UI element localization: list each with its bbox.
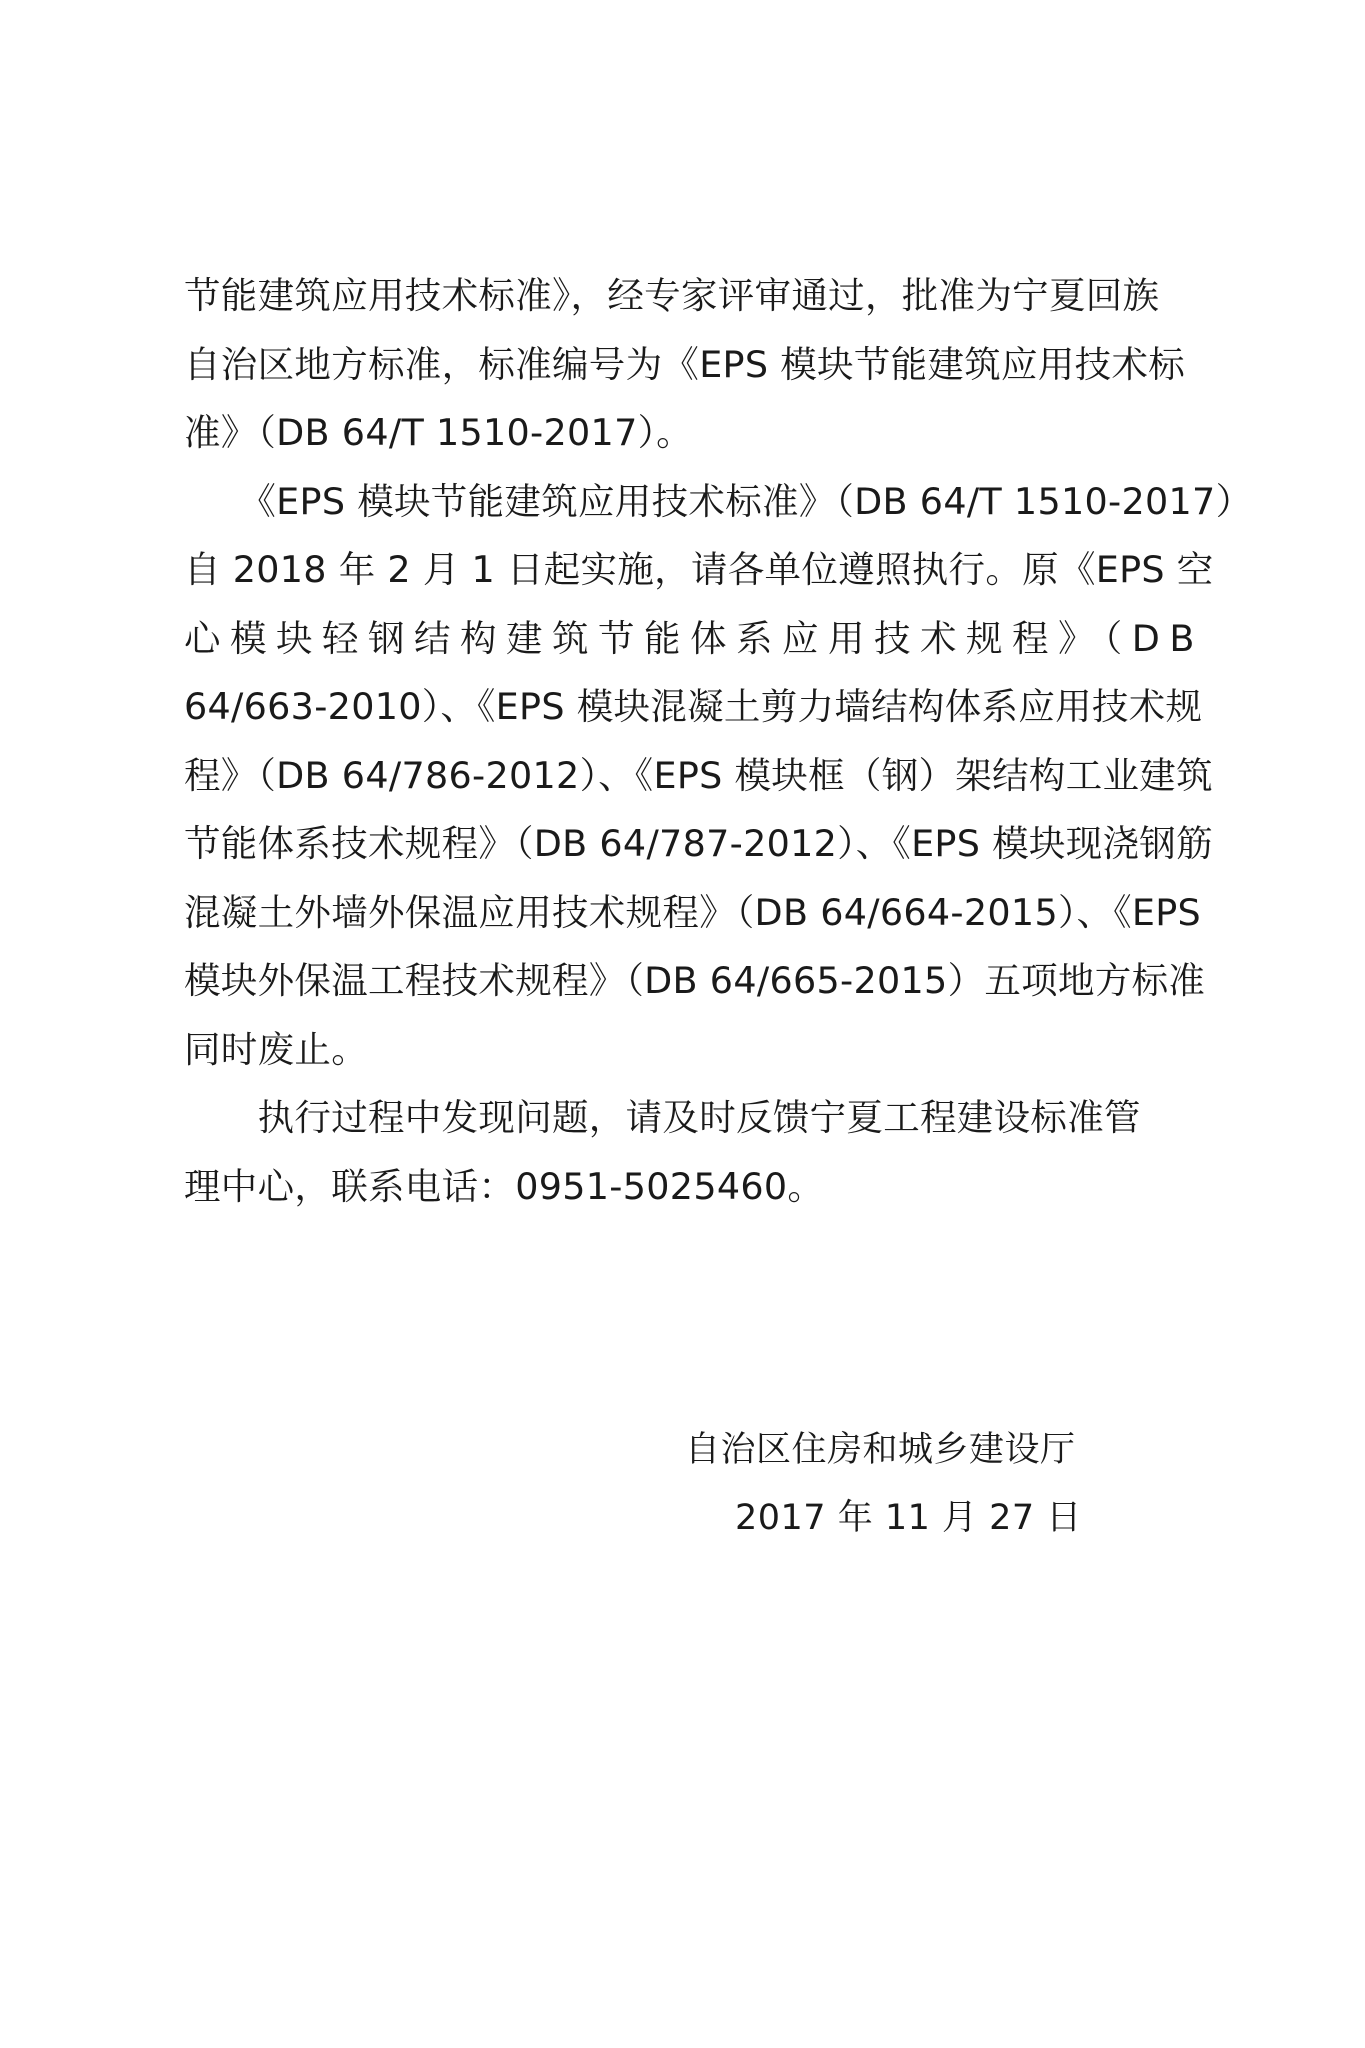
body-line-1: 节能建筑应用技术标准》，经专家评审通过，批准为宁夏回族 (184, 274, 1160, 317)
body-line-9: 节能体系技术规程》（DB 64/787-2012）、《EPS 模块现浇钢筋 (184, 822, 1213, 865)
issuing-organization: 自治区住房和城乡建设厅 (685, 1430, 1076, 1470)
body-line-13: 执行过程中发现问题，请及时反馈宁夏工程建设标准管 (184, 1096, 1141, 1139)
body-line-3: 准》（DB 64/T 1510-2017）。 (184, 411, 693, 454)
issue-date: 2017 年 11 月 27 日 (735, 1498, 1082, 1538)
body-line-4: 《EPS 模块节能建筑应用技术标准》（DB 64/T 1510-2017） (184, 479, 1253, 523)
body-line-14: 理中心，联系电话：0951-5025460。 (184, 1164, 825, 1208)
body-line-11: 模块外保温工程技术规程》（DB 64/665-2015）五项地方标准 (184, 959, 1206, 1002)
body-line-10: 混凝土外墙外保温应用技术规程》（DB 64/664-2015）、《EPS (184, 890, 1202, 934)
document-body (184, 262, 1253, 1221)
body-line-8: 程》（DB 64/786-2012）、《EPS 模块框（钢）架结构工业建筑 (184, 753, 1213, 797)
body-line-12: 同时废止。 (184, 1027, 368, 1071)
body-line-5: 自 2018 年 2 月 1 日起实施，请各单位遵照执行。原《EPS 空 (184, 548, 1214, 591)
body-line-6: 心模块轻钢结构建筑节能体系应用技术规程》（DB (184, 616, 1204, 660)
body-line-7: 64/663-2010）、《EPS 模块混凝土剪力墙结构体系应用技术规 (184, 685, 1203, 728)
body-line-2: 自治区地方标准，标准编号为《EPS 模块节能建筑应用技术标 (184, 342, 1186, 386)
